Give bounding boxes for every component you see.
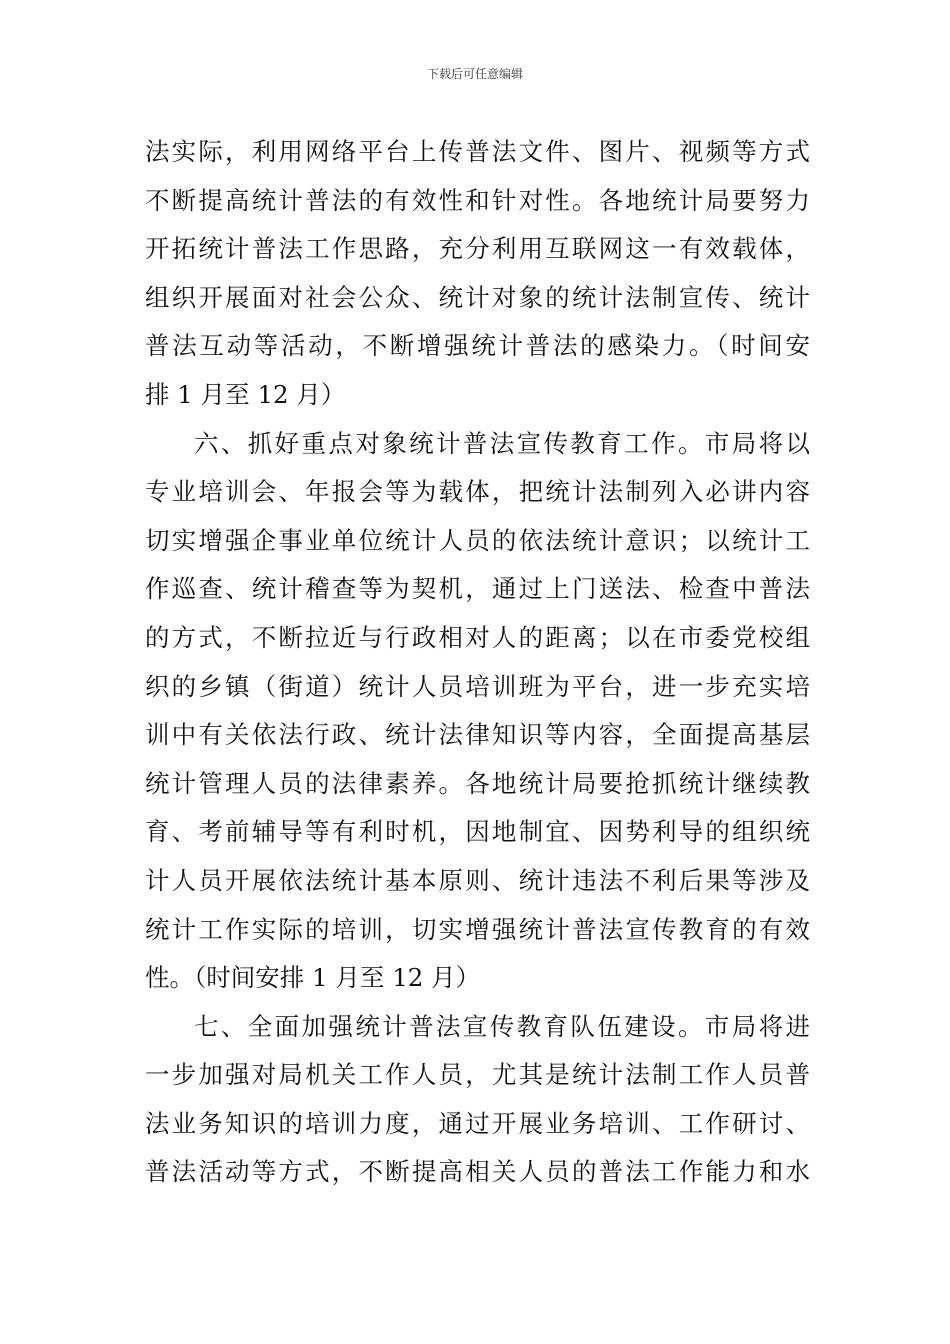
text-line: 计人员开展依法统计基本原则、统计违法不利后果等涉及	[145, 865, 810, 895]
text-line: 的方式，不断拉近与行政相对人的距离；以在市委党校组	[145, 622, 810, 652]
document-body	[145, 128, 810, 1197]
text-line: 统计管理人员的法律素养。各地统计局要抢抓统计继续教	[145, 768, 810, 798]
text-line: 一步加强对局机关工作人员，尤其是统计法制工作人员普	[145, 1060, 810, 1090]
text-line: 组织开展面对社会公众、统计对象的统计法制宣传、统计	[145, 282, 810, 312]
text-line: 开拓统计普法工作思路，充分利用互联网这一有效载体，	[145, 234, 810, 264]
paragraph	[145, 128, 810, 420]
paragraph	[145, 1003, 810, 1197]
text-line: 排 1 月至 12 月）	[145, 379, 346, 409]
text-line: 法实际，利用网络平台上传普法文件、图片、视频等方式	[145, 137, 810, 166]
page-header: 下载后可任意编辑	[426, 67, 523, 81]
text-line: 性。（时间安排 1 月至 12 月）	[145, 963, 481, 993]
text-line: 切实增强企事业单位统计人员的依法统计意识；以统计工	[145, 525, 810, 555]
text-line: 法业务知识的培训力度，通过开展业务培训、工作研讨、	[145, 1108, 810, 1138]
text-line: 织的乡镇（街道）统计人员培训班为平台，进一步充实培	[145, 671, 810, 701]
text-line: 育、考前辅导等有利时机，因地制宜、因势利导的组织统	[145, 817, 810, 847]
text-line: 统计工作实际的培训，切实增强统计普法宣传教育的有效	[145, 914, 810, 944]
text-line: 普法互动等活动，不断增强统计普法的感染力。（时间安	[145, 331, 810, 361]
text-line: 专业培训会、年报会等为载体，把统计法制列入必讲内容	[145, 477, 810, 507]
text-line: 七、全面加强统计普法宣传教育队伍建设。市局将进	[194, 1011, 810, 1041]
text-line: 不断提高统计普法的有效性和针对性。各地统计局要努力	[145, 185, 810, 215]
text-line: 训中有关依法行政、统计法律知识等内容，全面提高基层	[145, 720, 810, 750]
text-line: 六、抓好重点对象统计普法宣传教育工作。市局将以	[194, 428, 810, 458]
text-line: 普法活动等方式，不断提高相关人员的普法工作能力和水	[145, 1157, 810, 1187]
text-line: 作巡查、统计稽查等为契机，通过上门送法、检查中普法	[145, 574, 810, 604]
paragraph	[145, 420, 810, 1003]
